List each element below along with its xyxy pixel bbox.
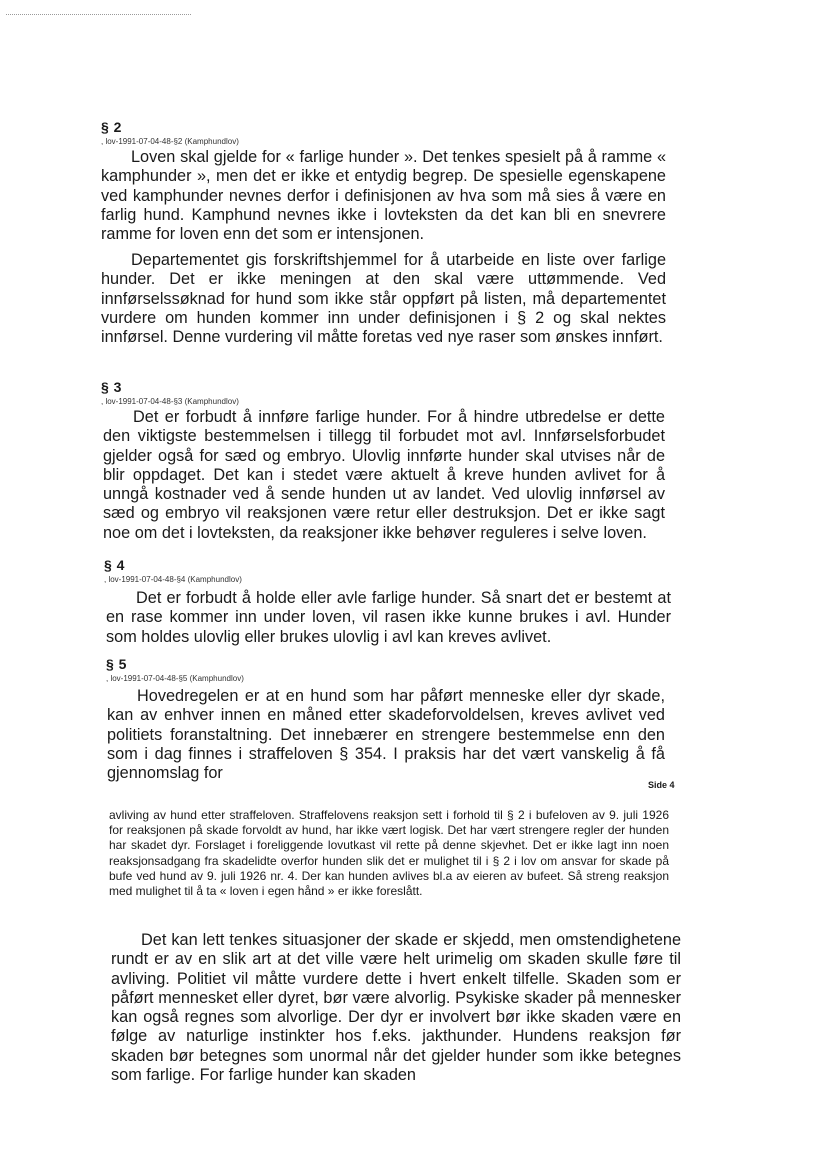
section-4-paragraph-1: Det er forbudt å holde eller avle farlige hunder. Så snart det er bestemt at en rase kommer inn under loven, vil rasen ikke kunne brukes i avl. Hunder som holdes ulovlig eller brukes ulovlig i avl kan kreves avlivet. bbox=[106, 589, 671, 646]
scan-edge-mark bbox=[6, 14, 191, 15]
section-5-title: § 5 bbox=[106, 656, 127, 672]
section-3-title: § 3 bbox=[101, 379, 122, 395]
section-3-paragraph-1: Det er forbudt å innføre farlige hunder. For å hindre utbredelse er dette den viktigste bestemmelsen i tillegg til forbudet mot avl. Innførselsforbudet gjelder også for sæd og embryo. Ulovlig innførte hunder skal utvises når de blir oppdaget. Det kan i stedet være aktuelt å kreve hunden avlivet for å unngå kostnader ved å sende hunden ut av landet. Ved ulovlig innførsel av sæd og embryo vil reaksjonen være retur eller destruksjon. Det er ikke sagt noe om det i lovteksten, da reaksjoner ikke behøver reguleres i selve loven. bbox=[103, 408, 665, 542]
section-5-reference: , lov-1991-07-04-48-§5 (Kamphundlov) bbox=[106, 674, 244, 683]
section-2-paragraph-2: Departementet gis forskriftshjemmel for å utarbeide en liste over farlige hunder. Det er ikke meningen at den skal være uttømmende. Ved innførselssøknad for hund som ikke står oppført på listen, må departementet vurdere om hunden kommer inn under definisjonen i § 2 og skal nektes innførsel. Denne vurdering vil måtte foretas ved nye raser som ønskes innført. bbox=[101, 251, 666, 347]
section-2-title: § 2 bbox=[101, 119, 122, 135]
section-5-paragraph-1: Hovedregelen er at en hund som har påført menneske eller dyr skade, kan av enhver innen en måned etter skadeforvoldelsen, kreves avlivet ved politiets foranstaltning. Det innebærer en strengere bestemmelse enn den som i dag finnes i straffeloven § 354. I praksis har det vært vanskelig å få gjennomslag for bbox=[107, 687, 665, 783]
section-4-reference: , lov-1991-07-04-48-§4 (Kamphundlov) bbox=[104, 575, 242, 584]
section-4-title: § 4 bbox=[104, 557, 125, 573]
section-2-reference: , lov-1991-07-04-48-§2 (Kamphundlov) bbox=[101, 137, 239, 146]
section-2-paragraph-1: Loven skal gjelde for « farlige hunder ». Det tenkes spesielt på å ramme « kamphunder », men det er ikke et entydig begrep. De spesielle egenskapene ved kamphunder nevnes derfor i definisjonen av hva som må sies å være en farlig hund. Kamphund nevnes ikke i lovteksten da det kan bli en snevrere ramme for loven enn det som er intensjonen. bbox=[101, 148, 666, 244]
section-3-reference: , lov-1991-07-04-48-§3 (Kamphundlov) bbox=[101, 397, 239, 406]
page-number: Side 4 bbox=[648, 780, 675, 790]
final-paragraph: Det kan lett tenkes situasjoner der skade er skjedd, men omstendighetene rundt er av en slik art at det ville være helt urimelig om skaden skulle føre til avliving. Politiet vil måtte vurdere dette i hvert enkelt tilfelle. Skaden som er påført mennesket eller dyret, bør være alvorlig. Psykiske skader på mennesker kan også regnes som alvorlige. Der dyr er involvert bør ikke skaden være en følge av naturlige instinkter hos f.eks. jakthunder. Hundens reaksjon før skaden bør betegnes som unormal når det gjelder hunder som ikke betegnes som farlige. For farlige hunder kan skaden bbox=[111, 931, 681, 1085]
continuation-paragraph: avliving av hund etter straffeloven. Straffelovens reaksjon sett i forhold til § 2 i bufeloven av 9. juli 1926 for reaksjonen på skade forvoldt av hund, har ikke vært logisk. Det har vært strengere regler der hunden har skadet dyr. Forslaget i foreliggende lovutkast vil rette på denne skjevhet. Det er ikke lagt inn noen reaksjonsadgang fra skadelidte overfor hunden slik det er mulighet til i § 2 i lov om ansvar for skade på bufe ved hund av 9. juli 1926 nr. 4. Der kan hunden avlives bl.a av eieren av bufeet. Så streng reaksjon med mulighet til å ta « loven i egen hånd » er ikke foreslått. bbox=[109, 808, 669, 899]
